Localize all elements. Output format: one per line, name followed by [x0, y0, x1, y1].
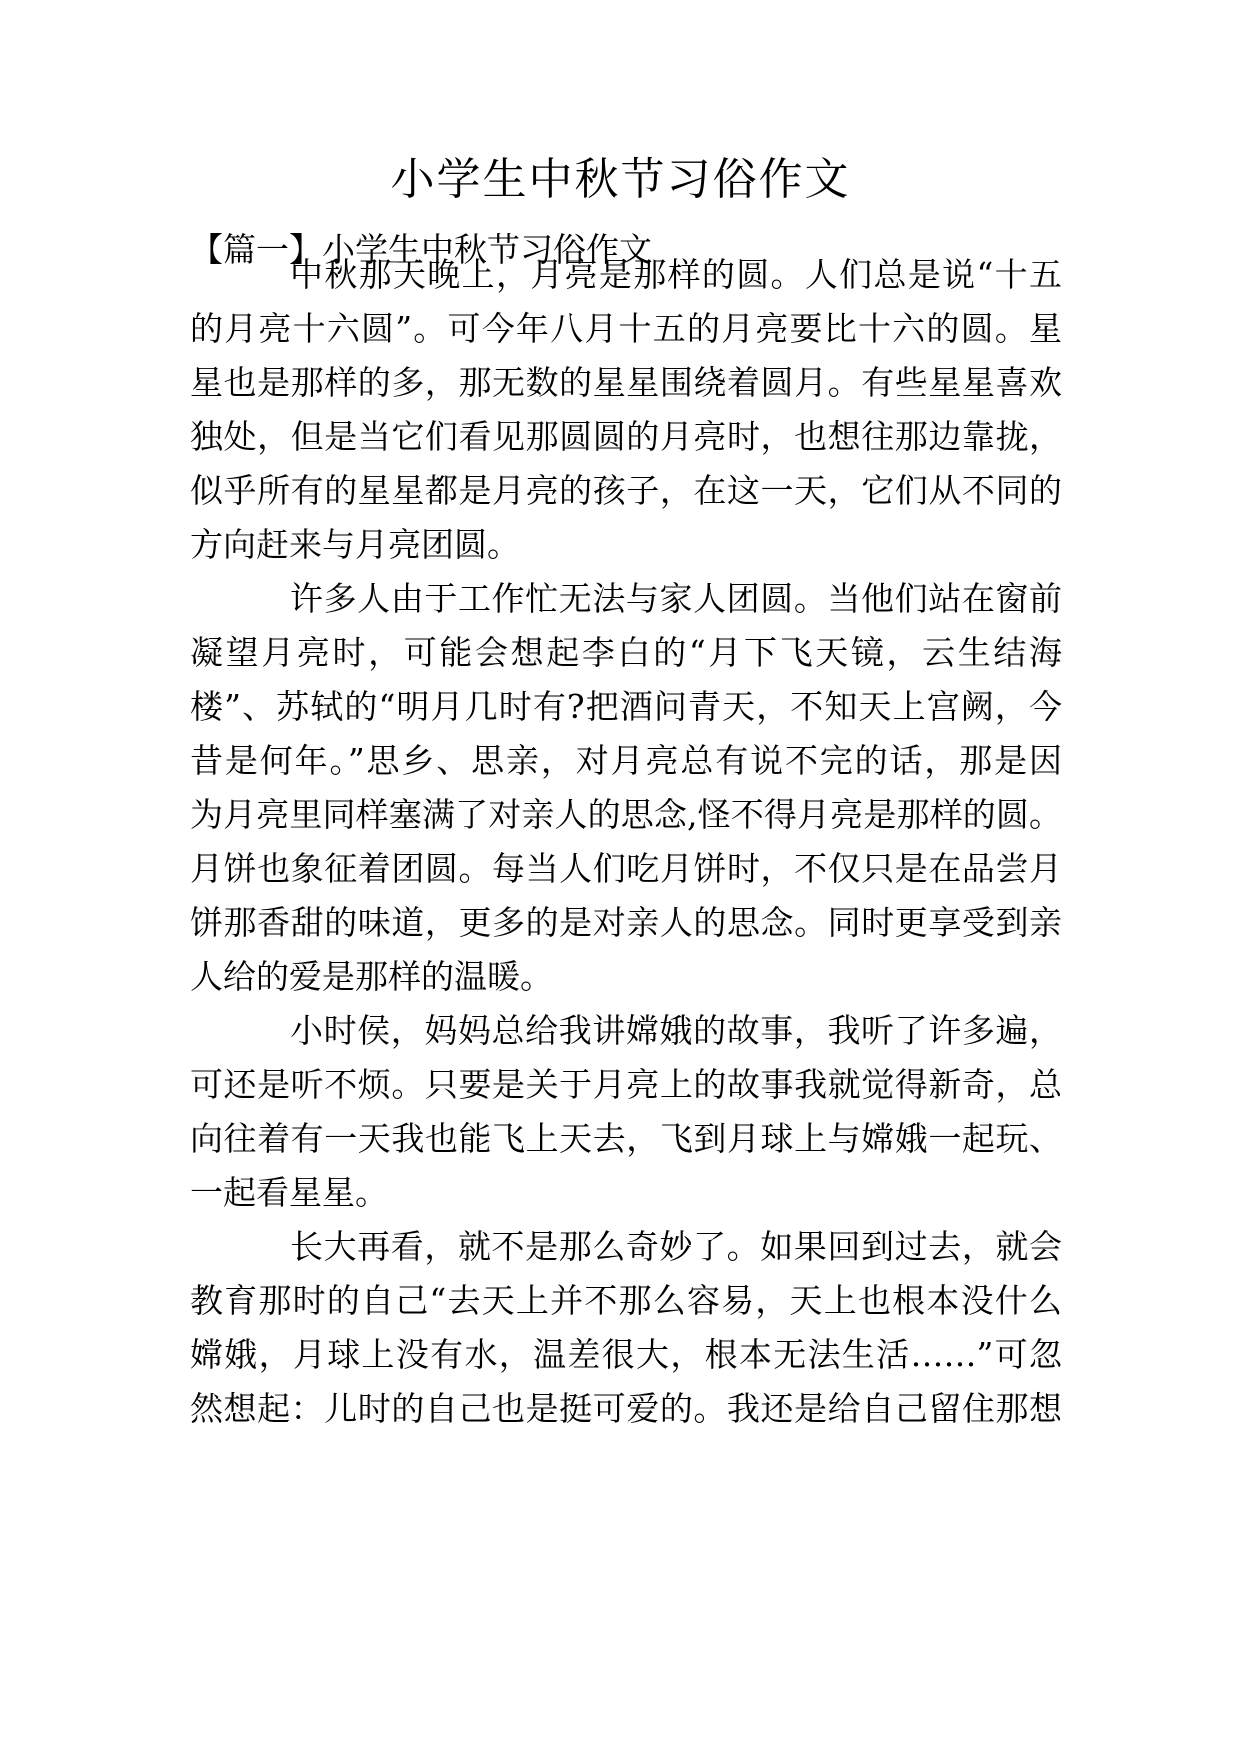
text-line: 星也是那样的多，那无数的星星围绕着圆月。有些星星喜欢 — [190, 363, 1062, 402]
text-line: 向往着有一天我也能飞上天去，飞到月球上与嫦娥一起玩、 — [190, 1119, 1062, 1158]
text-line: 长大再看，就不是那么奇妙了。如果回到过去，就会 — [290, 1227, 1062, 1266]
text-line: 中秋那天晚上，月亮是那样的圆。人们总是说“十五 — [290, 255, 1062, 294]
text-line: 人给的爱是那样的温暖。 — [190, 957, 553, 996]
text-line: 教育那时的自己“去天上并不那么容易，天上也根本没什么 — [190, 1281, 1062, 1320]
text-line: 凝望月亮时，可能会想起李白的“月下飞天镜，云生结海 — [190, 633, 1062, 672]
text-line: 月饼也象征着团圆。每当人们吃月饼时，不仅只是在品尝月 — [190, 849, 1062, 888]
text-line: 为月亮里同样塞满了对亲人的思念,怪不得月亮是那样的圆。 — [190, 795, 1062, 834]
text-line: 然想起：儿时的自己也是挺可爱的。我还是给自己留住那想 — [190, 1389, 1062, 1428]
text-line: 饼那香甜的味道，更多的是对亲人的思念。同时更享受到亲 — [190, 903, 1062, 942]
text-line: 昔是何年。”思乡、思亲，对月亮总有说不完的话，那是因 — [190, 741, 1062, 780]
text-line: 一起看星星。 — [190, 1173, 388, 1212]
text-line: 小时侯，妈妈总给我讲嫦娥的故事，我听了许多遍， — [290, 1011, 1062, 1050]
document-title: 小学生中秋节习俗作文 — [390, 154, 851, 205]
text-line: 方向赶来与月亮团圆。 — [190, 525, 520, 564]
text-line: 可还是听不烦。只要是关于月亮上的故事我就觉得新奇，总 — [190, 1065, 1062, 1104]
text-line: 独处，但是当它们看见那圆圆的月亮时，也想往那边靠拢， — [190, 417, 1062, 456]
text-line: 楼”、苏轼的“明月几时有?把酒问青天，不知天上宫阙，今 — [190, 687, 1062, 726]
text-line: 似乎所有的星星都是月亮的孩子，在这一天，它们从不同的 — [190, 471, 1062, 510]
text-line: 许多人由于工作忙无法与家人团圆。当他们站在窗前 — [290, 579, 1062, 618]
section-heading: 【篇一】小学生中秋节习俗作文 — [190, 230, 652, 269]
text-line: 嫦娥，月球上没有水，温差很大，根本无法生活……”可忽 — [190, 1335, 1062, 1374]
text-line: 的月亮十六圆”。可今年八月十五的月亮要比十六的圆。星 — [190, 309, 1062, 348]
